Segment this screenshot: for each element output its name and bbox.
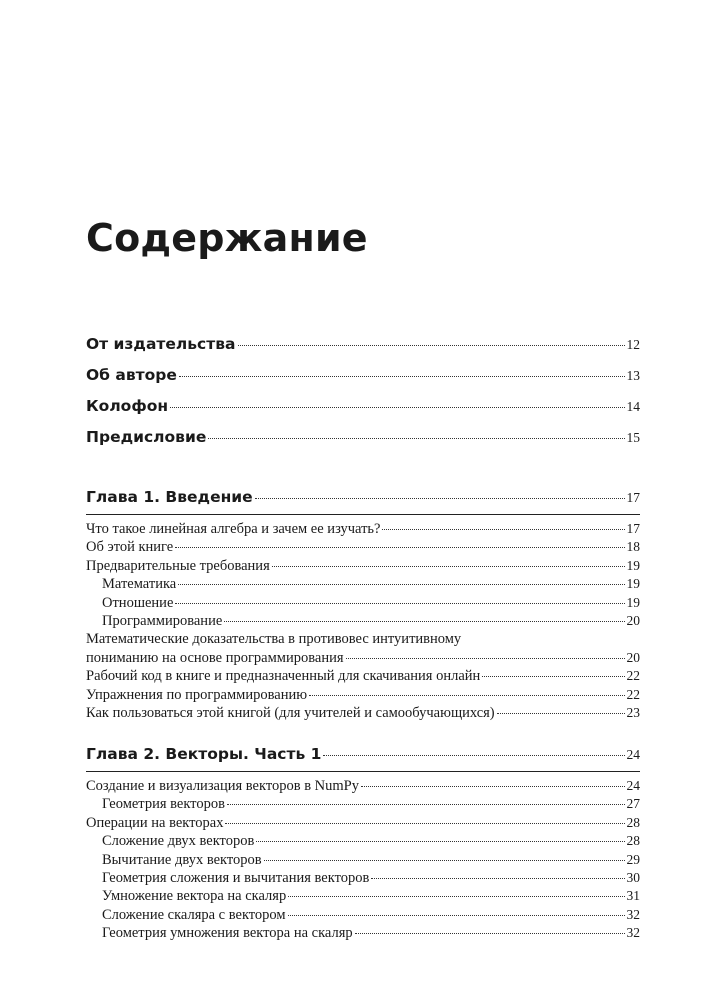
toc-entry-label: Геометрия сложения и вычитания векторов bbox=[102, 869, 370, 886]
toc-entry-label: Упражнения по программированию bbox=[86, 686, 308, 703]
chapter-title: Глава 2. Векторы. Часть 1 bbox=[86, 745, 322, 763]
toc-entry-page: 32 bbox=[626, 906, 640, 922]
toc-entry-page: 23 bbox=[626, 704, 640, 720]
toc-entry-label: Программирование bbox=[102, 612, 223, 629]
toc-entry-page: 24 bbox=[626, 778, 640, 793]
chapter-title: Глава 1. Введение bbox=[86, 488, 253, 506]
toc-entry[interactable] bbox=[86, 650, 640, 668]
toc-entry-label: Что такое линейная алгебра и зачем ее изучать? bbox=[86, 521, 381, 537]
toc-entry-label: Рабочий код в книге и предназначенный для скачивания онлайн bbox=[86, 668, 481, 685]
toc-entry[interactable] bbox=[86, 558, 640, 576]
toc-entry-page: 27 bbox=[626, 796, 640, 812]
toc-entry[interactable] bbox=[86, 335, 640, 366]
toc-entry-label: пониманию на основе программирования bbox=[86, 649, 344, 666]
toc-entry[interactable] bbox=[86, 705, 640, 723]
toc-entry-label: Отношение bbox=[102, 594, 174, 611]
chapter-heading[interactable] bbox=[86, 488, 640, 512]
toc-entry-label: Математические доказательства в противовес интуитивному bbox=[86, 631, 462, 648]
page-title: Содержание bbox=[86, 216, 368, 260]
dot-leader bbox=[288, 896, 624, 897]
toc-subentry[interactable] bbox=[86, 576, 640, 594]
dot-leader bbox=[175, 547, 624, 548]
toc-entry-label: Об этой книге bbox=[86, 539, 174, 556]
toc-entry-label: Геометрия умножения вектора на скаляр bbox=[102, 925, 353, 942]
dot-leader bbox=[178, 584, 624, 585]
dot-leader bbox=[272, 566, 625, 567]
dot-leader bbox=[225, 823, 624, 824]
toc-entry-label: От издательства bbox=[86, 335, 236, 353]
toc-entry[interactable] bbox=[86, 668, 640, 686]
dot-leader bbox=[264, 860, 625, 861]
chapter-page: 24 bbox=[626, 747, 640, 762]
chapter-heading[interactable] bbox=[86, 745, 640, 769]
toc-subentry[interactable] bbox=[86, 613, 640, 631]
toc-entry-label: Колофон bbox=[86, 397, 169, 415]
toc-entry-label: Создание и визуализация векторов в NumPy bbox=[86, 778, 359, 794]
toc-entry-label: Математика bbox=[102, 576, 177, 593]
dot-leader bbox=[175, 603, 624, 604]
toc-entry-label: Умножение вектора на скаляр bbox=[102, 888, 287, 905]
dot-leader bbox=[288, 915, 625, 916]
toc-subentry[interactable] bbox=[86, 888, 640, 906]
toc-entry-label: Об авторе bbox=[86, 366, 177, 384]
toc-entry-label: Геометрия векторов bbox=[102, 796, 225, 813]
chapter-rule bbox=[86, 514, 640, 515]
dot-leader bbox=[497, 713, 625, 714]
toc-entry-label: Как пользоваться этой книгой (для учителей и самообучающихся) bbox=[86, 704, 495, 721]
chapter-rule bbox=[86, 771, 640, 772]
toc-subentry[interactable] bbox=[86, 852, 640, 870]
dot-leader bbox=[256, 841, 624, 842]
toc-entry[interactable] bbox=[86, 778, 640, 796]
toc-subentry[interactable] bbox=[86, 907, 640, 925]
dot-leader bbox=[170, 407, 624, 408]
toc-entry-label: Сложение скаляра с вектором bbox=[102, 906, 286, 923]
dot-leader bbox=[255, 498, 625, 499]
toc-entry-page: 14 bbox=[626, 399, 640, 414]
toc-entry-page: 20 bbox=[626, 612, 640, 628]
toc-entry-page: 12 bbox=[626, 337, 640, 352]
toc-subentry[interactable] bbox=[86, 925, 640, 943]
toc-subentry[interactable] bbox=[86, 796, 640, 814]
toc-entry-label: Сложение двух векторов bbox=[102, 833, 255, 850]
toc-entry-page: 19 bbox=[626, 594, 640, 610]
toc-entry-page: 31 bbox=[626, 888, 640, 904]
toc-entry-page: 18 bbox=[626, 539, 640, 555]
toc-entry-label: Предварительные требования bbox=[86, 557, 270, 574]
toc-entry-page: 28 bbox=[626, 833, 640, 849]
toc-entry-page: 32 bbox=[626, 925, 640, 941]
dot-leader bbox=[482, 676, 624, 677]
toc-chapter-1 bbox=[86, 488, 640, 723]
toc-entry-label: Вычитание двух векторов bbox=[102, 851, 262, 868]
toc-chapter-2 bbox=[86, 745, 640, 944]
toc-entry-page: 22 bbox=[626, 686, 640, 702]
toc-entry-page: 13 bbox=[626, 368, 640, 383]
toc-entry-label: Предисловие bbox=[86, 428, 207, 446]
toc-entry[interactable] bbox=[86, 815, 640, 833]
dot-leader bbox=[346, 658, 625, 659]
toc-entry[interactable] bbox=[86, 631, 640, 649]
dot-leader bbox=[323, 755, 624, 756]
toc-entry-page: 22 bbox=[626, 668, 640, 684]
toc-subentry[interactable] bbox=[86, 870, 640, 888]
dot-leader bbox=[179, 376, 625, 377]
toc-entry-page: 30 bbox=[626, 869, 640, 885]
dot-leader bbox=[238, 345, 625, 346]
toc-entry-page: 15 bbox=[626, 430, 640, 445]
dot-leader bbox=[382, 529, 624, 530]
toc-entry[interactable] bbox=[86, 428, 640, 459]
toc-entry-page: 28 bbox=[626, 814, 640, 830]
toc-entry-page: 19 bbox=[626, 557, 640, 573]
dot-leader bbox=[371, 878, 624, 879]
toc-entry-page: 17 bbox=[626, 521, 640, 536]
chapter-page: 17 bbox=[626, 490, 640, 505]
dot-leader bbox=[227, 804, 625, 805]
toc-entry-page: 29 bbox=[626, 851, 640, 867]
toc-entry[interactable] bbox=[86, 539, 640, 557]
toc-entry-page: 19 bbox=[626, 576, 640, 592]
dot-leader bbox=[355, 933, 625, 934]
toc-front-matter bbox=[86, 335, 640, 459]
toc-entry[interactable] bbox=[86, 521, 640, 539]
toc-entry-label: Операции на векторах bbox=[86, 814, 224, 831]
toc-subentry[interactable] bbox=[86, 833, 640, 851]
toc-entry[interactable] bbox=[86, 687, 640, 705]
dot-leader bbox=[361, 786, 625, 787]
dot-leader bbox=[224, 621, 624, 622]
toc-entry[interactable] bbox=[86, 366, 640, 397]
toc-entry-page: 20 bbox=[626, 649, 640, 665]
toc-subentry[interactable] bbox=[86, 595, 640, 613]
dot-leader bbox=[208, 438, 624, 439]
toc-entry[interactable] bbox=[86, 397, 640, 428]
dot-leader bbox=[309, 695, 624, 696]
